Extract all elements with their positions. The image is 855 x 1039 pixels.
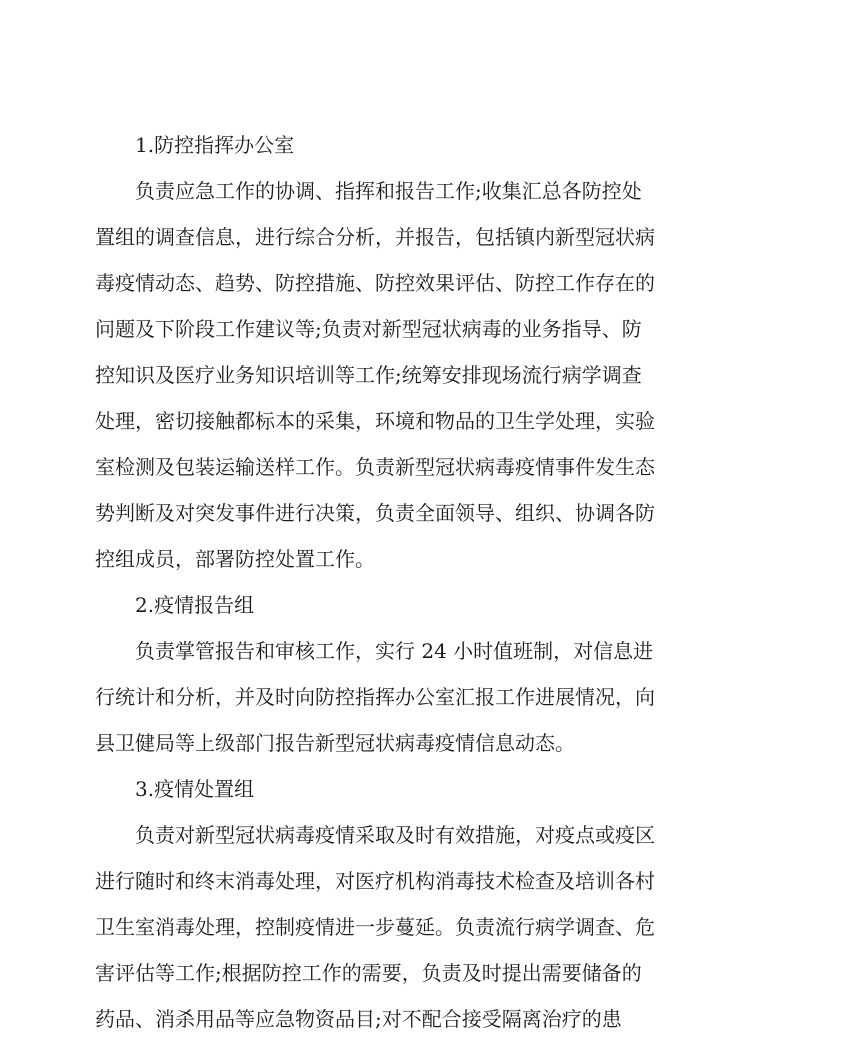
paragraph-line: 进行随时和终末消毒处理，对医疗机构消毒技术检查及培训各村	[95, 869, 655, 893]
paragraph-line: 害评估等工作;根据防控工作的需要，负责及时提出需要储备的	[95, 961, 642, 985]
paragraph-line: 控组成员，部署防控处置工作。	[95, 547, 375, 571]
paragraph-line: 室检测及包装运输送样工作。负责新型冠状病毒疫情事件发生态	[95, 455, 655, 479]
paragraph-line: 问题及下阶段工作建议等;负责对新型冠状病毒的业务指导、防	[95, 317, 642, 341]
paragraph-line: 控知识及医疗业务知识培训等工作;统筹安排现场流行病学调查	[95, 363, 642, 387]
paragraph-line: 卫生室消毒处理，控制疫情进一步蔓延。负责流行病学调查、危	[95, 915, 655, 939]
paragraph-line: 负责对新型冠状病毒疫情采取及时有效措施，对疫点或疫区	[135, 823, 655, 847]
section-heading: 1.防控指挥办公室	[135, 133, 295, 157]
paragraph-line: 县卫健局等上级部门报告新型冠状病毒疫情信息动态。	[95, 731, 575, 755]
paragraph-line: 处理，密切接触都标本的采集，环境和物品的卫生学处理，实验	[95, 409, 655, 433]
paragraph-line: 置组的调查信息，进行综合分析，并报告，包括镇内新型冠状病	[95, 225, 655, 249]
paragraph-line: 负责掌管报告和审核工作，实行 24 小时值班制，对信息进	[135, 639, 654, 663]
paragraph-line: 负责应急工作的协调、指挥和报告工作;收集汇总各防控处	[135, 179, 642, 203]
paragraph-line: 药品、消杀用品等应急物资品目;对不配合接受隔离治疗的患	[95, 1007, 622, 1031]
section-heading: 2.疫情报告组	[135, 593, 255, 617]
paragraph-line: 毒疫情动态、趋势、防控措施、防控效果评估、防控工作存在的	[95, 271, 655, 295]
section-heading: 3.疫情处置组	[135, 777, 255, 801]
paragraph-line: 行统计和分析，并及时向防控指挥办公室汇报工作进展情况，向	[95, 685, 655, 709]
paragraph-line: 势判断及对突发事件进行决策，负责全面领导、组织、协调各防	[95, 501, 655, 525]
